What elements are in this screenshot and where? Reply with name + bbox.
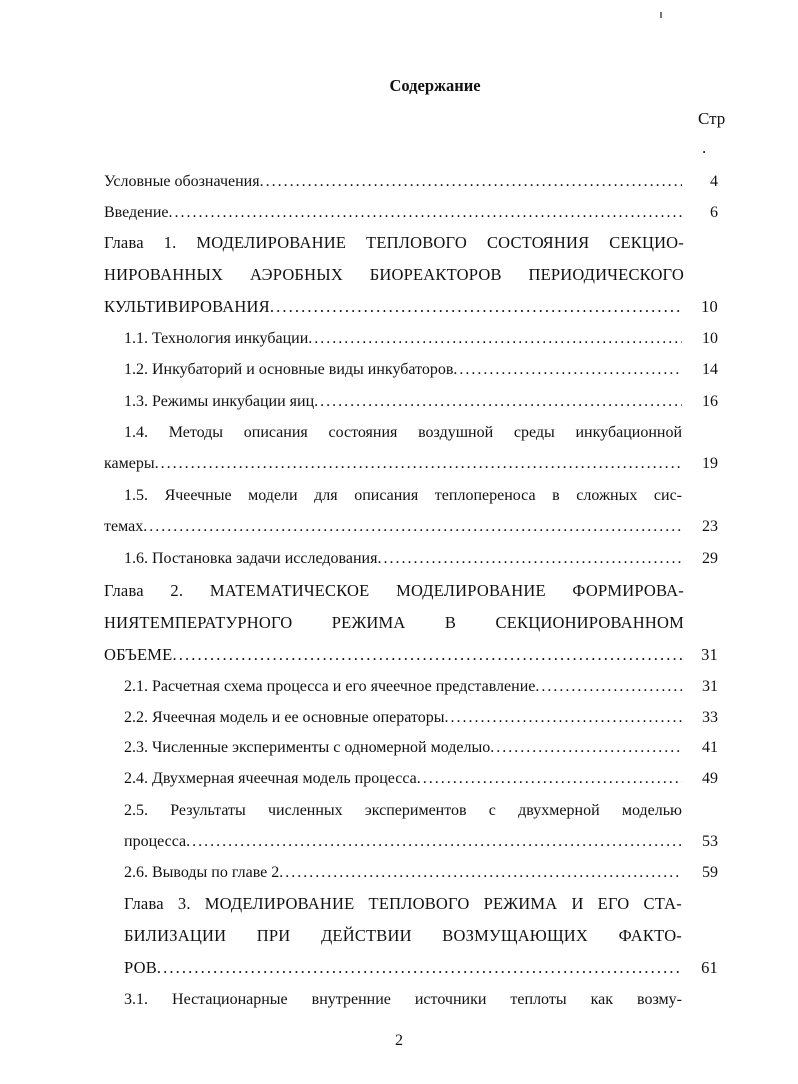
toc-entry: РОВ . . . 61 (124, 956, 718, 980)
toc-entry: 2.2. Ячеечная модель и ее основные операторы . . . 33 (124, 706, 718, 730)
toc-page-number: 41 (702, 739, 718, 756)
toc-page-number: 61 (701, 958, 718, 977)
toc-entry-line: 1.4. Методы описания состояния воздушной среды инкубационной (124, 424, 682, 441)
page-column-header: Стр (698, 109, 726, 128)
toc-entry: 2.6. Выводы по главе 2 . . . 59 (124, 861, 718, 885)
toc-page-number: 10 (702, 330, 718, 347)
toc-entry: 1.3. Режимы инкубации яиц . . . 16 (124, 390, 718, 414)
toc-page-number: 10 (701, 297, 718, 316)
toc-page-number: 14 (702, 361, 718, 378)
toc-entry: 2.3. Численные эксперименты с одномерной моделыо . . . 41 (124, 736, 718, 760)
page-title: Содержание (389, 76, 481, 95)
toc-entry: 2.4. Двухмерная ячеечная модель процесса . . . 49 (124, 767, 718, 791)
toc-entry: процесса . . . 53 (124, 830, 718, 854)
toc-entry: Условные обозначения . . . 4 (104, 170, 718, 194)
toc-entry: 1.2. Инкубаторий и основные виды инкубаторов . . . 14 (124, 358, 718, 382)
page-column-header-dot: . (702, 138, 707, 157)
toc-page-number: 6 (710, 204, 718, 221)
toc-page-number: 4 (710, 173, 718, 190)
toc-page-number: 33 (702, 709, 718, 726)
toc-entry-line: 1.5. Ячеечные модели для описания теплопереноса в сложных сис- (124, 487, 682, 504)
toc-page-number: 49 (702, 770, 718, 787)
scan-mark (660, 12, 662, 18)
toc-entry: 1.6. Постановка задачи исследования . . . 29 (124, 547, 718, 571)
toc-page-number: 16 (702, 393, 718, 410)
toc-page-number: 59 (702, 864, 718, 881)
page-number: 2 (395, 1032, 403, 1049)
toc-page-number: 29 (702, 550, 718, 567)
toc-entry-line: 3.1. Нестационарные внутренние источники теплоты как возму- (124, 991, 682, 1008)
toc-entry: ОБЪЕМЕ . . . 31 (104, 643, 718, 667)
toc-page-number: 23 (702, 518, 718, 535)
toc-entry: темах . . . 23 (104, 515, 718, 539)
toc-entry: 2.1. Расчетная схема процесса и его ячеечное представление . . . 31 (124, 675, 718, 699)
toc-entry: Введение . . . 6 (104, 201, 718, 225)
toc-chapter-line: НИЯТЕМПЕРАТУРНОГО РЕЖИМА В СЕКЦИОНИРОВАННОМ (104, 613, 684, 632)
toc-chapter-line: НИРОВАННЫХ АЭРОБНЫХ БИОРЕАКТОРОВ ПЕРИОДИЧЕСКОГО (104, 265, 684, 284)
toc-chapter-line: Глава 2. МАТЕМАТИЧЕСКОЕ МОДЕЛИРОВАНИЕ ФОРМИРОВА- (104, 581, 684, 600)
toc-page-number: 53 (702, 833, 718, 850)
toc-entry: камеры . . . 19 (104, 452, 718, 476)
toc-page-number: 19 (702, 455, 718, 472)
toc-entry-line: 2.5. Результаты численных экспериментов с двухмерной моделью (124, 802, 682, 819)
toc-chapter-line: Глава 3. МОДЕЛИРОВАНИЕ ТЕПЛОВОГО РЕЖИМА И ЕГО СТА- (124, 894, 682, 913)
toc-chapter-line: Глава 1. МОДЕЛИРОВАНИЕ ТЕПЛОВОГО СОСТОЯНИЯ СЕКЦИО- (104, 233, 684, 252)
toc-entry: КУЛЬТИВИРОВАНИЯ . . . 10 (104, 295, 718, 319)
toc-page-number: 31 (701, 645, 718, 664)
toc-entry: 1.1. Технология инкубации . . . 10 (124, 327, 718, 351)
toc-chapter-line: БИЛИЗАЦИИ ПРИ ДЕЙСТВИИ ВОЗМУЩАЮЩИХ ФАКТО- (124, 926, 682, 945)
toc-page-number: 31 (702, 678, 718, 695)
